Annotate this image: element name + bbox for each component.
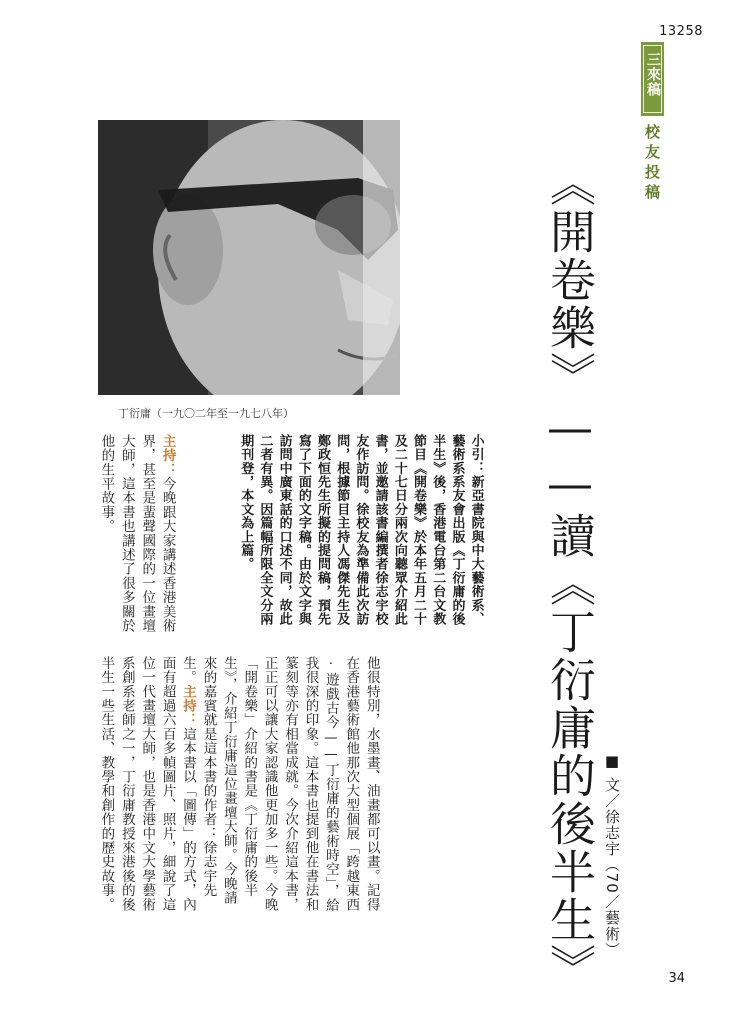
page-number: 34 [668,971,685,986]
speaker-label: 主持： [159,434,176,477]
lead-text: 今晚跟大家講述香港美術界，甚至是蜚聲國際的一位畫壇大師，這本書也講述了很多關於他的生平故事。 [98,434,176,633]
photo-caption: 丁衍庸（一九〇二年至一九七八年） [118,407,294,420]
article-title: 《開卷樂》——讀《丁衍庸的後半生》 [543,160,597,992]
portrait-image [98,120,400,395]
rubric-label: 三來稿 [645,52,661,97]
section-label: 校友投稿 [643,124,661,204]
lead-paragraph [96,434,178,634]
issue-number: 13258 [659,24,703,39]
body-text-2: 這本書以「圖傳」的方式，內面有超過六百多幀圖片、照片，細說了這位一代畫壇大師，也是香港中文大學藝術系創系老師之一，丁衍庸教授來港後的後半生一些生活、教學和創作的歷史故事。 [98,656,197,912]
speaker-label-2: 主持： [180,684,197,728]
author-byline: ■ 文／徐志宇（70／藝術） [603,752,621,958]
body-paragraphs [96,656,382,916]
portrait-photo [98,120,400,395]
intro-paragraph: 小引：新亞書院與中大藝術系、藝術系系友會出版《丁衍庸的後半生》後，香港電台第二台文教節目《開卷樂》於本年五月二十及二十七日分兩次向聽眾介紹此書，並邀請該書編撰者徐志宇校友作訪問。徐校友為準備此次訪問，根據節目主持人馮傑先生及鄭政恒先生所擬的提問稿，預先寫了下面的文字稿。由於文字與訪問中廣東話的口述不同，故此二者有異。因篇幅所限全文分兩期刊登，本文為上篇。 [238,434,484,626]
body-text-1: 他很特別，水墨畫、油畫都可以畫。記得在香港藝術館他那次大型個展「跨越東西·遊戲古今——丁衍庸的藝術時空」，給我很深的印象。這本書也提到他在書法和篆刻等亦有相當成就。今次介紹這本書，正正可以讓大家認識他更加多一些。今晚「開卷樂」介紹的書是《丁衍庸的後半生》，介紹丁衍庸這位畫壇大師。今晚請來的嘉賓就是這本書的作者：徐志宇先生。 [180,656,380,913]
